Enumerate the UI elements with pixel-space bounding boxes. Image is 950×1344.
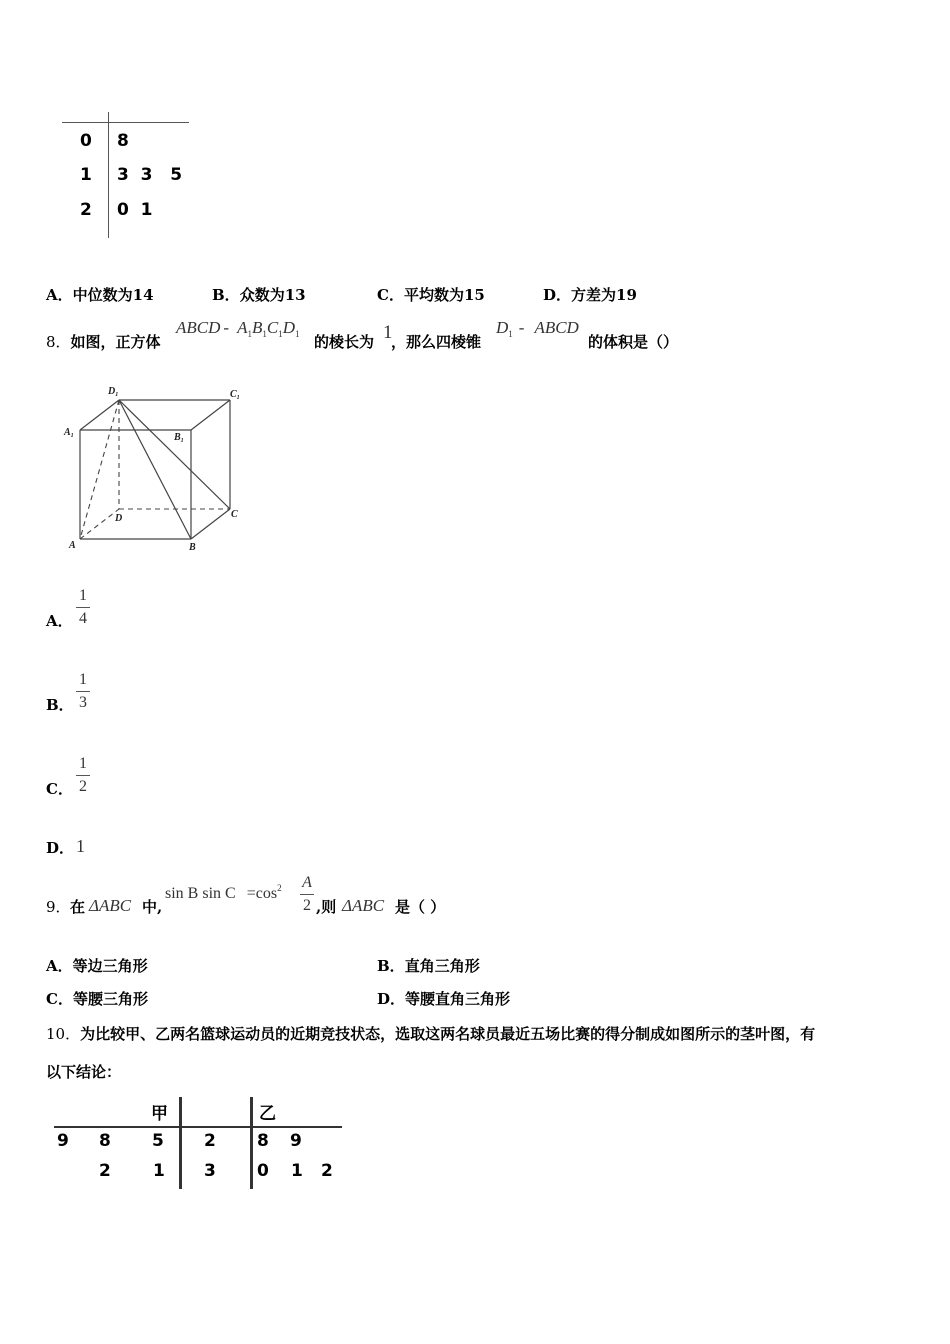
- plot2-header-yi: 乙: [259, 1104, 276, 1124]
- stem-leaf-horizontal-line: [62, 122, 189, 123]
- q8-question: 8．如图，正方体: [46, 333, 161, 351]
- label-c1: $C_1$: [230, 389, 240, 401]
- label-d: D: [115, 513, 123, 524]
- plot2-r2-right-1: 1: [291, 1161, 303, 1181]
- q9-option-d: D．等腰直角三角形: [377, 990, 511, 1008]
- label-a1: $A_1$: [64, 427, 74, 439]
- q8-text-d: 的体积是（）: [588, 333, 679, 351]
- plot2-r1-stem: 2: [204, 1131, 216, 1151]
- plot2-r2-right-2: 2: [321, 1161, 333, 1181]
- q8-option-a-letter: A．: [46, 612, 73, 630]
- label-c: C: [231, 509, 238, 520]
- stem-0: 0: [80, 131, 92, 151]
- q9-text-a: 在: [70, 898, 86, 916]
- q8-pyramid-formula: $D_1$ - ABCD: [496, 318, 579, 339]
- plot2-r1-right-1: 9: [290, 1131, 302, 1151]
- edge-b1c1: [191, 400, 230, 430]
- edge-d1a-hidden: [80, 400, 119, 539]
- q8-text-b: 的棱长为: [314, 333, 375, 351]
- q8-text-c: ，那么四棱锥: [391, 333, 482, 351]
- q10-line-1: 10．为比较甲、乙两名篮球运动员的近期竞技状态，选取这两名球员最近五场比赛的得分制成如图所示的茎叶图，有: [46, 1025, 816, 1043]
- q9-option-c: C．等腰三角形: [46, 990, 148, 1008]
- edge-d1c: [119, 400, 230, 509]
- q8-option-d-value: 1: [76, 836, 85, 856]
- stem-1: 1: [80, 165, 92, 185]
- q8-option-c-fraction: 1 2: [76, 754, 90, 797]
- plot2-r2-right-0: 0: [257, 1161, 269, 1181]
- plot2-r2-left-1: 1: [153, 1161, 165, 1181]
- stem-leaf-plot-1: [60, 110, 195, 240]
- leaves-2: 0 1: [117, 200, 153, 220]
- q9-number: 9．: [46, 898, 71, 916]
- label-d1: $D_1$: [108, 386, 119, 398]
- q7-option-d: D．方差为19: [543, 286, 637, 304]
- plot2-r1-left-0: 9: [57, 1131, 69, 1151]
- plot2-left-vertical-line: [179, 1097, 182, 1189]
- q8-number: 8．: [46, 333, 71, 351]
- leaves-0: 8: [117, 131, 129, 151]
- label-b1: $B_1$: [174, 432, 184, 444]
- q8-cube-formula: ABCD - $A_1B_1C_1D_1$: [176, 318, 300, 339]
- q7-option-a: A．中位数为14: [46, 286, 154, 304]
- q9-text-c: ,则: [316, 898, 337, 916]
- q9-triangle-1: ΔABC: [89, 896, 132, 915]
- q10-line-2: 以下结论：: [46, 1063, 122, 1081]
- plot2-r1-left-1: 8: [99, 1131, 111, 1151]
- edge-ad-hidden: [80, 509, 119, 539]
- label-b: B: [189, 542, 196, 553]
- stem-2: 2: [80, 200, 92, 220]
- edge-bc: [191, 509, 230, 539]
- q9-triangle-2: ΔABC: [342, 896, 385, 915]
- q8-option-c-letter: C．: [46, 780, 73, 798]
- edge-d1b: [119, 400, 191, 539]
- q8-option-b-letter: B．: [46, 696, 74, 714]
- q9-equation: sin B $\sin C =\cos^2$: [165, 883, 282, 902]
- plot2-header-jia: 甲: [151, 1104, 168, 1124]
- label-a: A: [69, 540, 76, 551]
- q9-text-d: 是（ ）: [395, 898, 446, 916]
- leaves-1: 3 3 5: [117, 165, 183, 185]
- q7-option-c: C．平均数为15: [377, 286, 485, 304]
- stem-leaf-plot-2: [54, 1095, 344, 1191]
- q8-option-d-letter: D．: [46, 839, 75, 857]
- plot2-r2-stem: 3: [204, 1161, 216, 1181]
- q7-option-b: B．众数为13: [212, 286, 306, 304]
- plot2-r1-right-0: 8: [257, 1131, 269, 1151]
- q8-option-a-fraction: 1 4: [76, 586, 90, 629]
- plot2-horizontal-line: [54, 1126, 342, 1128]
- q9-option-a: A．等边三角形: [46, 957, 148, 975]
- q10-number: 10．: [46, 1025, 81, 1043]
- q9-option-b: B．直角三角形: [377, 957, 480, 975]
- plot2-r2-left-0: 2: [99, 1161, 111, 1181]
- cube-pyramid-figure: [60, 382, 250, 554]
- q8-option-b-fraction: 1 3: [76, 670, 90, 713]
- plot2-right-vertical-line: [250, 1097, 253, 1189]
- q8-edge-length: 1: [383, 322, 393, 343]
- edge-a1d1: [80, 400, 119, 430]
- stem-leaf-vertical-line: [108, 112, 109, 238]
- q9-fraction-a-over-2: A 2: [300, 873, 314, 916]
- q9-text-b: 中,: [142, 898, 163, 916]
- plot2-r1-left-2: 5: [152, 1131, 164, 1151]
